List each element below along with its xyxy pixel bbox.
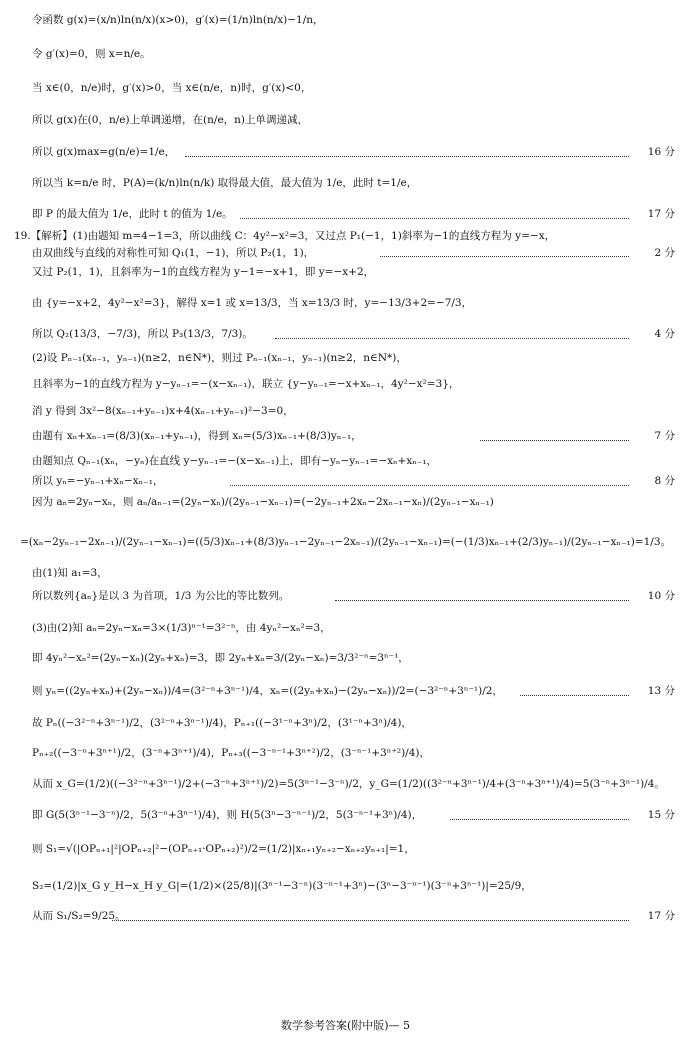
score-label: 4 分 xyxy=(654,328,675,340)
text-line: 且斜率为−1的直线方程为 y−yₙ₋₁=−(x−xₙ₋₁)，联立 {y−yₙ₋₁=−x+xₙ₋₁，4y²−x²=3}， xyxy=(32,378,460,390)
text-line: 由双曲线与直线的对称性可知 Q₁(1，−1)，所以 P₂(1，1)， xyxy=(32,247,315,259)
section-heading: 19.【解析】(1)由题知 m=4−1=3，所以曲线 C：4y²−x²=3，又过点 P₁(−1，1)斜率为−1的直线方程为 y=−x， xyxy=(14,230,556,242)
text-line: 即 P 的最大值为 1/e，此时 t 的值为 1/e。 xyxy=(32,208,233,220)
text-line: S₂=(1/2)|x_G y_H−x_H y_G|=(1/2)×(25/8)|(3ⁿ⁻¹−3⁻ⁿ)(3⁻ⁿ⁻¹+3ⁿ)−(3ⁿ−3⁻ⁿ⁻¹)(3⁻ⁿ+3ⁿ⁻¹)|=25/9， xyxy=(32,880,532,892)
score-label: 15 分 xyxy=(647,809,675,821)
text-line: (2)设 Pₙ₋₁(xₙ₋₁，yₙ₋₁)(n≥2，n∈N*)，则过 Pₙ₋₁(xₙ₋₁，yₙ₋₁)(n≥2，n∈N*)， xyxy=(32,352,407,364)
text-line: 所以 Q₂(13/3，−7/3)，所以 P₃(13/3，7/3)。 xyxy=(32,328,253,340)
score-label: 8 分 xyxy=(654,475,675,487)
text-line: 消 y 得到 3x²−8(xₙ₋₁+yₙ₋₁)x+4(xₙ₋₁+yₙ₋₁)²−3=0， xyxy=(32,405,294,417)
leader-dots xyxy=(275,338,629,339)
text-line: 所以 yₙ=−yₙ₋₁+xₙ−xₙ₋₁， xyxy=(32,475,164,487)
text-line: 即 4yₙ²−xₙ²=(2yₙ−xₙ)(2yₙ+xₙ)=3，即 2yₙ+xₙ=3/(2yₙ−xₙ)=3/3²⁻ⁿ=3ⁿ⁻¹， xyxy=(32,652,409,664)
score-label: 16 分 xyxy=(647,146,675,158)
text-line: 由题有 xₙ+xₙ₋₁=(8/3)(xₙ₋₁+yₙ₋₁)，得到 xₙ=(5/3)xₙ₋₁+(8/3)yₙ₋₁， xyxy=(32,430,362,442)
leader-dots xyxy=(230,485,629,486)
text-line: 从而 S₁/S₂=9/25。 xyxy=(32,910,126,922)
leader-dots xyxy=(240,218,629,219)
score-label: 10 分 xyxy=(647,590,675,602)
leader-dots xyxy=(380,256,629,257)
leader-dots xyxy=(450,819,629,820)
text-line: 令函数 g(x)=(x/n)ln(n/x)(x>0)，g′(x)=(1/n)ln(n/x)−1/n， xyxy=(32,14,324,26)
text-line: 又过 P₂(1，1)，且斜率为−1的直线方程为 y−1=−x+1，即 y=−x+2， xyxy=(32,266,375,278)
score-label: 17 分 xyxy=(647,208,675,220)
text-line: 则 yₙ=((2yₙ+xₙ)+(2yₙ−xₙ))/4=(3²⁻ⁿ+3ⁿ⁻¹)/4，xₙ=((2yₙ+xₙ)−(2yₙ−xₙ))/2=(−3²⁻ⁿ+3ⁿ⁻¹)/2， xyxy=(32,685,503,697)
text-line: 因为 aₙ=2yₙ−xₙ，则 aₙ/aₙ₋₁=(2yₙ−xₙ)/(2yₙ₋₁−xₙ₋₁)=(−2yₙ₋₁+2xₙ−2xₙ₋₁−xₙ)/(2yₙ₋₁−xₙ₋₁) xyxy=(32,496,494,508)
text-line: 则 S₁=√(|OPₙ₊₁|²|OPₙ₊₂|²−(OPₙ₊₁·OPₙ₊₂)²)/2=(1/2)|xₙ₊₁yₙ₊₂−xₙ₊₂yₙ₊₁|=1， xyxy=(32,843,415,855)
text-line: 由(1)知 a₁=3， xyxy=(32,567,108,579)
score-label: 2 分 xyxy=(654,247,675,259)
text-line: 由 {y=−x+2，4y²−x²=3}，解得 x=1 或 x=13/3，当 x=13/3 时，y=−13/3+2=−7/3， xyxy=(32,297,473,309)
page-footer: 数学参考答案(附中版)— 5 xyxy=(280,1019,411,1032)
leader-dots xyxy=(520,695,629,696)
score-label: 7 分 xyxy=(654,430,675,442)
text-line: 从而 x_G=(1/2)((−3²⁻ⁿ+3ⁿ⁻¹)/2+(−3⁻ⁿ+3ⁿ⁺¹)/2)=5(3ⁿ⁻¹−3⁻ⁿ)/2，y_G=(1/2)((3²⁻ⁿ+3ⁿ⁻¹)/4+(3⁻ⁿ+3ⁿ⁺¹)/4)=5(3⁻ⁿ+3ⁿ⁻¹)/4。 xyxy=(32,778,665,790)
text-line: 由题知点 Qₙ₋₁(xₙ，−yₙ)在直线 y−yₙ₋₁=−(x−xₙ₋₁)上，即有−yₙ−yₙ₋₁=−xₙ+xₙ₋₁， xyxy=(32,455,438,467)
text-line: 所以当 k=n/e 时，P(A)=(k/n)ln(n/k) 取得最大值，最大值为 1/e，此时 t=1/e， xyxy=(32,177,418,189)
text-line: 故 Pₙ((−3²⁻ⁿ+3ⁿ⁻¹)/2，(3²⁻ⁿ+3ⁿ⁻¹)/4)，Pₙ₊₁((−3¹⁻ⁿ+3ⁿ)/2，(3¹⁻ⁿ+3ⁿ)/4)， xyxy=(32,717,412,729)
text-line: =(xₙ−2yₙ₋₁−2xₙ₋₁)/(2yₙ₋₁−xₙ₋₁)=((5/3)xₙ₋₁+(8/3)yₙ₋₁−2yₙ₋₁−2xₙ₋₁)/(2yₙ₋₁−xₙ₋₁)=(−(1/3)xₙ₋₁+(2/3)yₙ₋₁)/(2yₙ₋₁−xₙ₋₁)=1/3。 xyxy=(20,536,672,548)
text-line: 即 G(5(3ⁿ⁻¹−3⁻ⁿ)/2，5(3⁻ⁿ+3ⁿ⁻¹)/4)，则 H(5(3ⁿ−3⁻ⁿ⁻¹)/2，5(3⁻ⁿ⁻¹+3ⁿ)/4)， xyxy=(32,809,423,821)
text-line: 令 g′(x)=0，则 x=n/e。 xyxy=(32,48,151,60)
text-line: 当 x∈(0，n/e)时，g′(x)>0，当 x∈(n/e，n)时，g′(x)<0， xyxy=(32,82,312,94)
score-label: 13 分 xyxy=(647,685,675,697)
leader-dots xyxy=(112,920,629,921)
leader-dots xyxy=(335,600,629,601)
text-line: 所以 g(x)max=g(n/e)=1/e， xyxy=(32,146,176,158)
leader-dots xyxy=(480,440,629,441)
score-label: 17 分 xyxy=(647,910,675,922)
text-line: 所以数列{aₙ}是以 3 为首项，1/3 为公比的等比数列。 xyxy=(32,590,290,602)
text-line: 所以 g(x)在(0，n/e)上单调递增，在(n/e，n)上单调递减， xyxy=(32,114,309,126)
text-line: (3)由(2)知 aₙ=2yₙ−xₙ=3×(1/3)ⁿ⁻¹=3²⁻ⁿ，由 4yₙ²−xₙ²=3， xyxy=(32,622,331,634)
text-line: Pₙ₊₂((−3⁻ⁿ+3ⁿ⁺¹)/2，(3⁻ⁿ+3ⁿ⁺¹)/4)，Pₙ₊₃((−3⁻ⁿ⁻¹+3ⁿ⁺²)/2，(3⁻ⁿ⁻¹+3ⁿ⁺²)/4)， xyxy=(32,747,430,759)
leader-dots xyxy=(185,156,629,157)
